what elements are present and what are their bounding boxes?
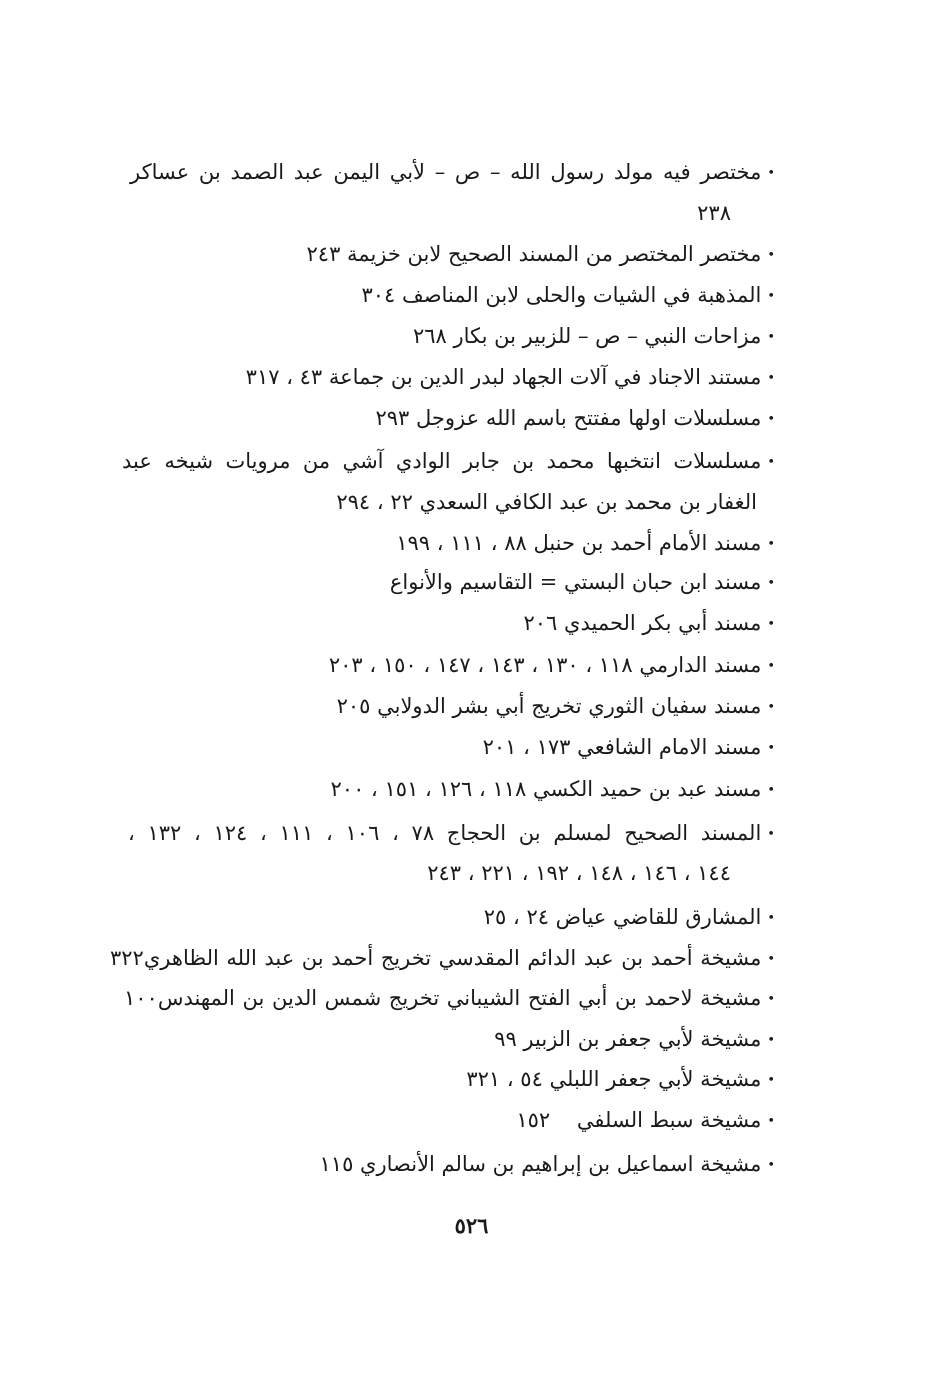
index-entry [124,984,775,1014]
entry-text: المسند الصحيح لمسلم بن الحجاج ٧٨ ، ١٠٦ ، ١١١ ، ١٢٤ ، ١٣٢ ، [128,821,762,845]
index-entry [396,529,775,559]
entry-text: مسند عبد بن حميد الكسي ١١٨ ، ١٢٦ ، ١٥١ ، ٢٠٠ [330,777,762,801]
entry-text: مزاحات النبي – ص – للزبير بن بكار ٢٦٨ [412,324,762,348]
entry-text: مسند سفيان الثوري تخريج أبي بشر الدولابي ٢٠٥ [336,694,762,718]
bullet-icon: • [767,454,775,470]
index-entry [337,692,775,722]
entry-text: مختصر المختصر من المسند الصحيح لابن خزيمة ٢٤٣ [306,242,762,266]
index-entry [331,775,775,805]
bullet-icon: • [767,288,775,304]
entry-text: المشارق للقاضي عياض ٢٤ ، ٢٥ [483,905,762,929]
bullet-icon: • [767,165,775,181]
index-entry [376,404,776,434]
bullet-icon: • [767,910,775,926]
entry-text: مختصر فيه مولد رسول الله – ص – لأبي اليمن عبد الصمد بن عساكر [130,160,762,184]
entry-text: مستند الاجناد في آلات الجهاد لبدر الدين بن جماعة ٤٣ ، ٣١٧ [245,365,762,389]
index-entry [122,447,775,477]
index-entry [329,651,775,681]
bullet-icon: • [767,699,775,715]
bullet-icon: • [767,411,775,427]
bullet-icon: • [767,782,775,798]
bullet-icon: • [767,1157,775,1173]
entry-text: مسند الدارمي ١١٨ ، ١٣٠ ، ١٤٣ ، ١٤٧ ، ١٥٠ ، ٢٠٣ [328,653,762,677]
bullet-icon: • [767,536,775,552]
entry-text: مشيخة لاحمد بن أبي الفتح الشيباني تخريج شمس الدين بن المهندس١٠٠ [124,986,762,1010]
index-entry [128,819,775,849]
entry-text: مسند الامام الشافعي ١٧٣ ، ٢٠١ [482,735,762,759]
entry-text: مشيخة سبط السلفي ١٥٢ [516,1108,762,1132]
entry-text: مشيخة اسماعيل بن إبراهيم بن سالم الأنصاري ١١٥ [319,1152,762,1176]
index-entry [516,1106,775,1136]
entry-text: مسلسلات انتخبها محمد بن جابر الوادي آشي من مرويات شيخه عبد [122,449,762,473]
index-entry [110,944,775,974]
index-entry [320,1150,775,1180]
entry-text: مسند الأمام أحمد بن حنبل ٨٨ ، ١١١ ، ١٩٩ [396,531,762,555]
entry-text: مسند ابن حبان البستي = التقاسيم والأنواع [389,570,762,594]
entry-text: المذهبة في الشيات والحلى لابن المناصف ٣٠٤ [361,283,762,307]
index-entry [413,322,775,352]
entry-text: مسلسلات اولها مفتتح باسم الله عزوجل ٢٩٣ [375,406,762,430]
index-entry [246,363,775,393]
entry-continuation: الغفار بن محمد بن عبد الكافي السعدي ٢٢ ، ٢٩٤ [336,490,757,514]
index-entry [361,281,775,311]
entry-text: مشيخة لأبي جعفر بن الزبير ٩٩ [494,1027,762,1051]
bullet-icon: • [767,740,775,756]
bullet-icon: • [767,575,775,591]
index-entry [483,733,775,763]
bullet-icon: • [767,1032,775,1048]
index-entry [130,158,775,188]
bullet-icon: • [767,370,775,386]
entry-text: مشيخة أحمد بن عبد الدائم المقدسي تخريج أحمد بن عبد الله الظاهري٣٢٢ [110,946,762,970]
bullet-icon: • [767,826,775,842]
index-entry [390,568,775,598]
entry-text: مسند أبي بكر الحميدي ٢٠٦ [523,611,762,635]
index-entry [494,1025,775,1055]
page-number: ٥٢٦ [454,1213,489,1238]
bullet-icon: • [767,329,775,345]
bullet-icon: • [767,658,775,674]
index-entry [484,903,775,933]
entry-text: مشيخة لأبي جعفر اللبلي ٥٤ ، ٣٢١ [466,1067,762,1091]
bullet-icon: • [767,1072,775,1088]
index-entry [466,1065,775,1095]
bullet-icon: • [767,247,775,263]
bullet-icon: • [767,1113,775,1129]
entry-continuation: ١٤٤ ، ١٤٦ ، ١٤٨ ، ١٩٢ ، ٢٢١ ، ٢٤٣ [427,861,731,885]
entry-continuation: ٢٣٨ [697,201,731,225]
index-entry [307,240,775,270]
bullet-icon: • [767,951,775,967]
bullet-icon: • [767,616,775,632]
index-entry [524,609,776,639]
bullet-icon: • [767,991,775,1007]
